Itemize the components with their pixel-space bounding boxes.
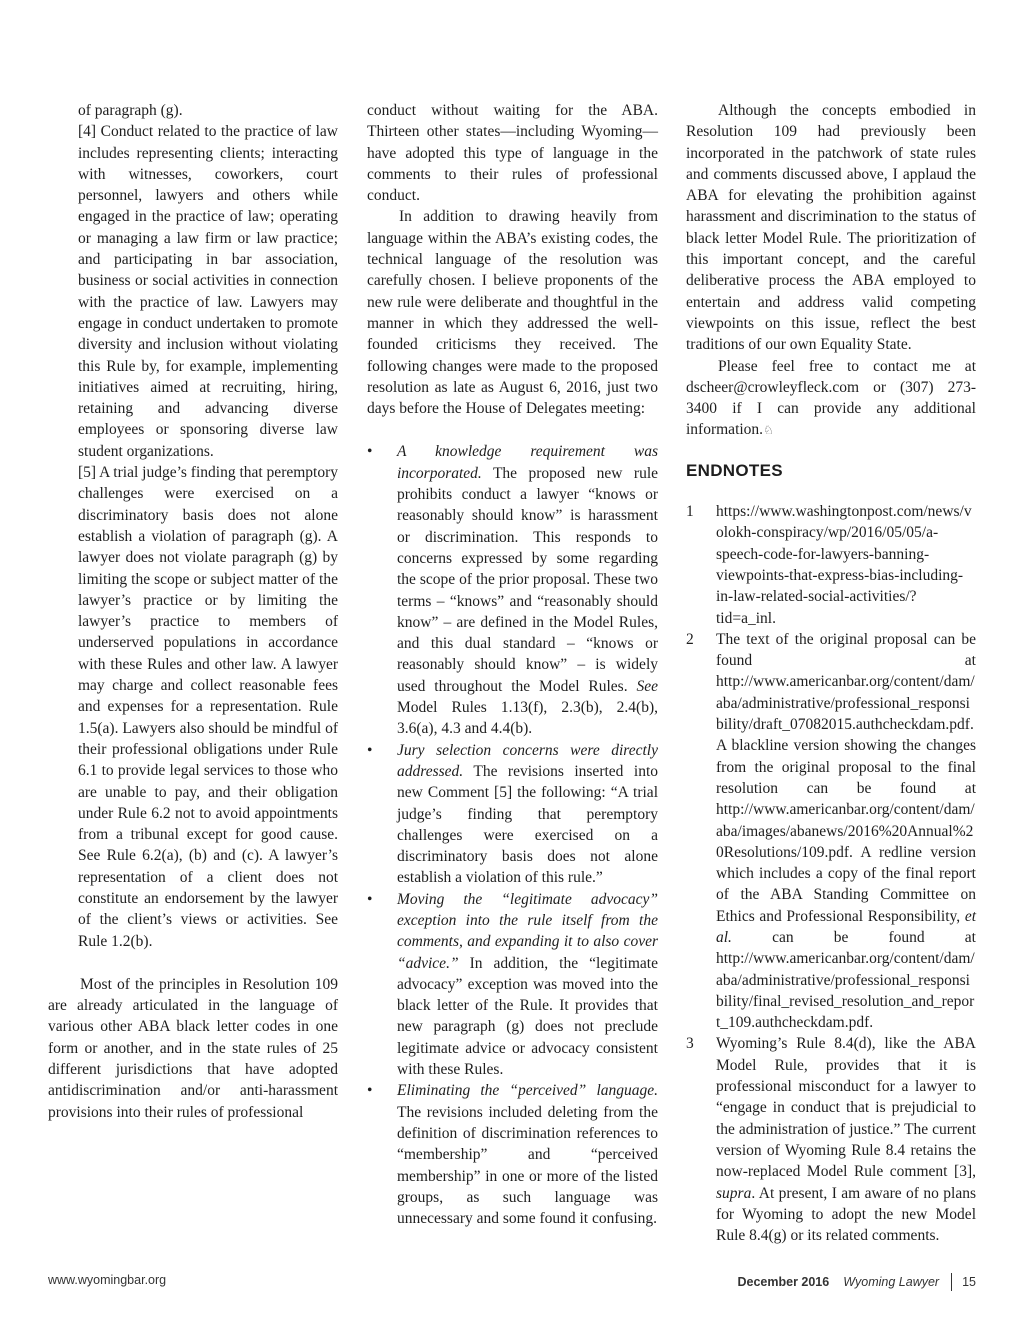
footer-website: www.wyomingbar.org: [48, 1273, 167, 1287]
endnote-number: 2: [686, 630, 694, 648]
item-text: The proposed new rule prohibits conduct a lawyer “knows or reasonably should know” is harassment or discrimination. This responds to concerns expressed by some regarding the scope of the prior proposal. These two terms – “knows” and “reasonably should know” – are defined in the Model Rules, and this dual standard – “knows or reasonably should know” – is widely used throughout the Model Rules.: [397, 464, 658, 695]
body-paragraph: In addition to drawing heavily from language within the ABA’s existing codes, the technical language of the resolution was carefully chosen. I believe proponents of the new rule were deliberate and thoughtful in the manner in which they addressed the well-founded criticisms they received. The following changes were made to the proposed resolution as late as August 6, 2016, just two days before the House of Delegates meeting:: [367, 208, 658, 418]
page-number: 15: [962, 1275, 976, 1289]
item-lead: Jury selection concerns were directly addressed.: [397, 741, 658, 780]
item-text: In addition, the “legitimate advocacy” exception was moved into the black letter of the Rule. It provides that new paragraph (g) does not preclude legitimate advice or advocacy consistent with these Rules.: [397, 954, 658, 1079]
endnote: [686, 501, 976, 629]
endnotes-heading: ENDNOTES: [686, 460, 783, 480]
bullet-icon: •: [367, 1082, 373, 1100]
page-footer: [48, 1273, 976, 1293]
list-item: [367, 1080, 658, 1229]
column-2: [367, 100, 658, 1229]
endnote-italic: supra: [716, 1184, 752, 1202]
quote-paragraph: of paragraph (g).: [78, 102, 183, 119]
list-item: [367, 740, 658, 889]
endnote-number: 1: [686, 503, 694, 521]
bullet-icon: •: [367, 741, 373, 759]
end-of-article-icon: ♘: [763, 423, 774, 438]
endnotes-list: [686, 501, 976, 1246]
list-item: [367, 889, 658, 1081]
column-1: [48, 100, 338, 1123]
item-cite: Model Rules 1.13(f), 2.3(b), 2.4(b), 3.6(a), 4.3 and 4.4(b).: [397, 699, 658, 738]
footer-divider: [951, 1273, 952, 1291]
quote-paragraph: [4] Conduct related to the practice of law includes representing clients; interacting with witnesses, coworkers, court personnel, lawyers and others while engaged in the practice of law; operating or managing a law firm or law practice; and participating in bar association, business or social activities in connection with the practice of law. Lawyers may engage in conduct undertaken to promote diversity and inclusion without violating this Rule by, for example, implementing initiatives aimed at recruiting, hiring, retaining and advancing diverse employees or sponsoring diverse law student organizations.: [78, 123, 338, 460]
item-lead: Moving the “legitimate advocacy” exception into the rule itself from the comments, and expanding it to also cover “advice.”: [397, 890, 658, 972]
changes-list: [367, 441, 658, 1229]
item-lead: A knowledge requirement was incorporated.: [397, 443, 658, 482]
footer-magazine: Wyoming Lawyer: [843, 1275, 940, 1289]
body-paragraph: Although the concepts embodied in Resolution 109 had previously been incorporated in the patchwork of state rules and comments discussed above, I applaud the ABA for elevating the prohibition against harassment and discrimination to the status of black letter Model Rule. The prioritization of this important concept, and the careful deliberative process the ABA employed to entertain and address valid competing viewpoints on this issue, reflect the best traditions of our own Equality State.: [686, 102, 976, 354]
body-paragraph: [686, 356, 976, 442]
column-3: [686, 100, 976, 1246]
endnote-italic: et al.: [716, 907, 976, 946]
cite-label: See: [636, 677, 658, 695]
endnote-number: 3: [686, 1035, 694, 1053]
endnote-tail: . At present, I am aware of no plans for Wyoming to adopt the new Model Rule 8.4(g) or its related comments.: [716, 1184, 976, 1245]
item-lead: Eliminating the “perceived” language.: [397, 1082, 658, 1100]
bullet-icon: •: [367, 890, 373, 908]
endnote: [686, 629, 976, 1034]
item-text: The revisions included deleting from the definition of discrimination references to “membership” and “perceived membership” in one or more of the listed groups, as such language was unnecessary and some found it confusing.: [397, 1103, 658, 1228]
endnote: [686, 1033, 976, 1246]
quote-paragraph: [5] A trial judge’s finding that peremptory challenges were exercised on a discriminatory basis does not alone establish a violation of paragraph (g). A lawyer does not violate paragraph (g) by limiting the scope or subject matter of the lawyer’s practice or by limiting the lawyer’s practice to members of underserved populations in accordance with these Rules and other law. A lawyer may charge and collect reasonable fees and expenses for a representation. Rule 1.5(a). Lawyers also should be mindful of their professional obligations under Rule 6.1 to provide legal services to those who are unable to pay, and their obligation under Rule 6.2 not to avoid appointments from a tribunal except for good cause. See Rule 6.2(a), (b) and (c). A lawyer’s representation of a client does not constitute an endorsement by the lawyer of the client’s views or activities. See Rule 1.2(b).: [78, 464, 339, 950]
body-paragraph: Most of the principles in Resolution 109 are already articulated in the language of various other ABA black letter codes in one form or another, and in the state rules of 25 different jurisdictions that have adopted antidiscrimination and/or anti-harassment provisions into their rules of professional: [48, 975, 338, 1121]
contact-text: Please feel free to contact me at dscheer@crowleyfleck.com or (307) 273-3400 if I can provide any additional information.: [686, 357, 976, 439]
endnote-text: https://www.washingtonpost.com/news/volokh-conspiracy/wp/2016/05/05/a-speech-code-for-lawyers-banning-viewpoints-that-express-bias-including-in-law-related-social-activities/?tid=a_inl.: [716, 503, 972, 627]
endnote-text: The text of the original proposal can be found at http://www.americanbar.org/content/dam/aba/administrative/professional_responsibility/draft_07082015.authcheckdam.pdf. A blackline version showing the changes from the original proposal to the final resolution can be found at http://www.americanbar.org/content/dam/aba/images/abanews/2016%20Annual%20Resolutions/109.pdf. A redline version which includes a copy of the final report of the ABA Standing Committee on Ethics and Professional Responsibility,: [716, 630, 976, 925]
endnote-text: Wyoming’s Rule 8.4(d), like the ABA Model Rule, provides that it is professional misconduct for a lawyer to “engage in conduct that is prejudicial to the administration of justice.” The current version of Wyoming Rule 8.4 retains the now-replaced Model Rule comment [3],: [716, 1035, 976, 1181]
item-text: The revisions inserted into new Comment [5] the following: “A trial judge’s finding that peremptory challenges were exercised on a discriminatory basis does not alone establish a violation of this rule.”: [397, 762, 658, 887]
body-paragraph: conduct without waiting for the ABA. Thirteen other states—including Wyoming—have adopted this type of language in the comments to their rules of professional conduct.: [367, 102, 658, 205]
bullet-icon: •: [367, 443, 373, 461]
footer-right: [737, 1273, 976, 1291]
footer-date: December 2016: [737, 1275, 830, 1289]
rule-comment-quote: [78, 100, 338, 952]
endnote-tail: can be found at http://www.americanbar.org/content/dam/aba/administrative/professional_responsibility/final_revised_resolution_and_report_109.authcheckdam.pdf.: [716, 928, 976, 1032]
list-item: [367, 441, 658, 739]
